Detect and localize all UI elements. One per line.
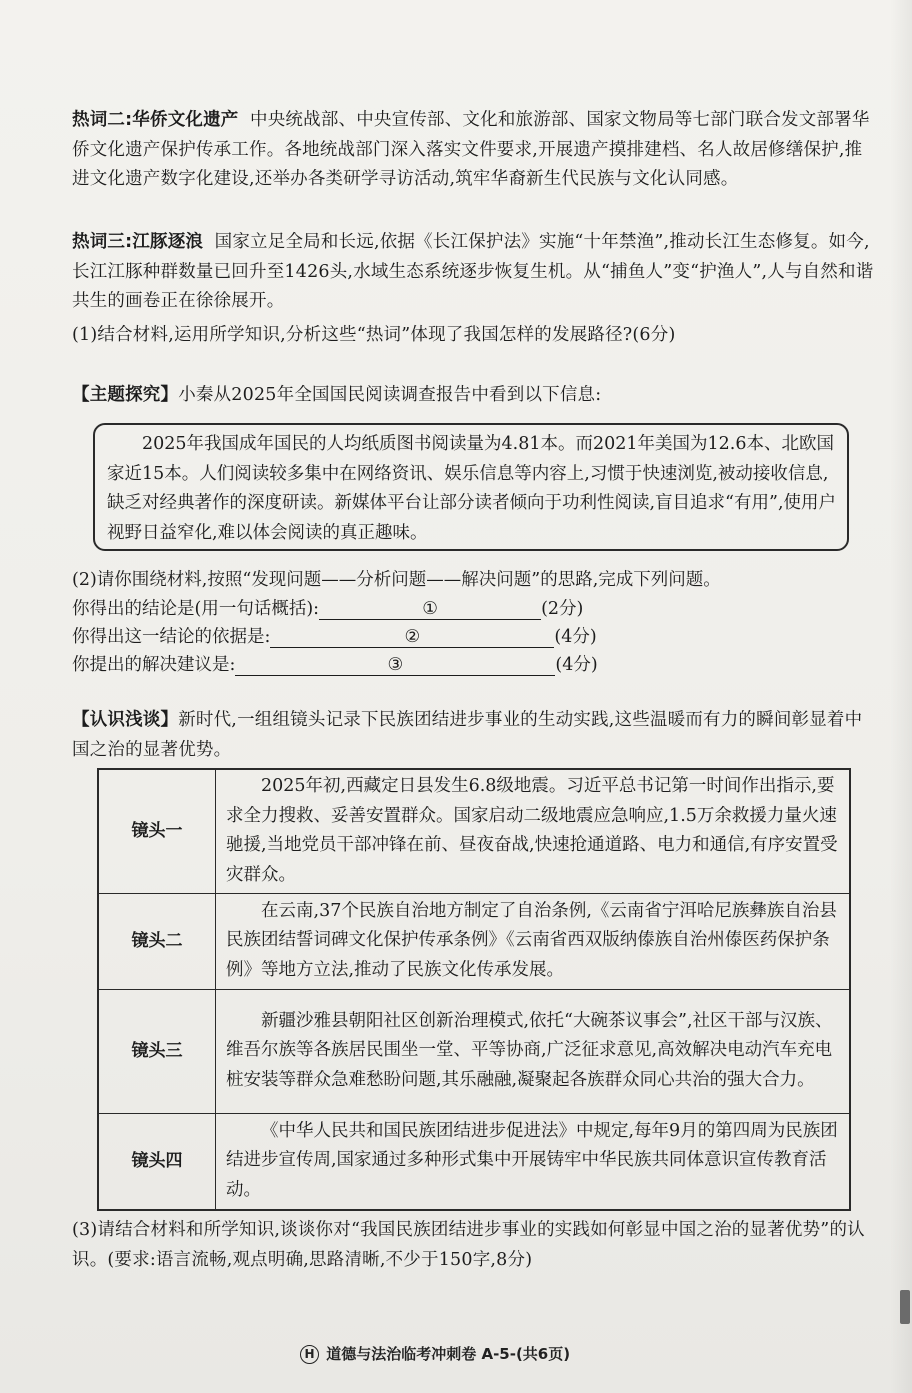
- theme-intro: 小秦从2025年全国国民阅读调查报告中看到以下信息:: [178, 385, 602, 405]
- understanding-intro: 新时代,一组组镜头记录下民族团结进步事业的生动实践,这些温暖而有力的瞬间彰显着中国之治的显著优势。: [72, 710, 863, 760]
- hotword2-paragraph: [72, 106, 878, 195]
- page-edge-shadow: [890, 0, 912, 1393]
- fill-points: (4分): [554, 627, 597, 647]
- hotword2-text: 中央统战部、中央宣传部、文化和旅游部、国家文物局等七部门联合发文部署华侨文化遗产保护传承工作。各地统战部门深入落实文件要求,开展遗产摸排建档、名人故居修缮保护,推进文化遗产数字化建设,还举办各类研学寻访活动,筑牢华裔新生代民族与文化认同感。: [72, 110, 870, 189]
- blank-mark: ①: [422, 599, 438, 619]
- blank-mark: ②: [404, 627, 421, 647]
- page-footer: [300, 1343, 570, 1364]
- shot-text: 2025年初,西藏定日县发生6.8级地震。习近平总书记第一时间作出指示,要求全力搜救、妥善安置群众。国家启动二级地震应急响应,1.5万余救援力量火速驰援,当地党员干部冲锋在前、昼夜奋战,快速抢通道路、电力和通信,有序安置受灾群众。: [216, 769, 851, 894]
- answer-blank-2[interactable]: [270, 625, 554, 648]
- shot-label: 镜头三: [98, 990, 216, 1114]
- shot-text: 新疆沙雅县朝阳社区创新治理模式,依托“大碗茶议事会”,社区干部与汉族、维吾尔族等各族居民围坐一堂、平等协商,广泛征求意见,高效解决电动汽车充电桩安装等群众急难愁盼问题,其乐融融,凝聚起各族群众同心共治的强大合力。: [216, 990, 851, 1114]
- footer-text: 道德与法治临考冲刺卷 A-5-(共6页): [326, 1345, 571, 1363]
- shot-text: 在云南,37个民族自治地方制定了自治条例,《云南省宁洱哈尼族彝族自治县民族团结誓词碑文化保护传承条例》《云南省西双版纳傣族自治州傣医药保护条例》等地方立法,推动了民族文化传承发展。: [216, 894, 851, 990]
- shot-label: 镜头二: [98, 894, 216, 990]
- shot-label: 镜头四: [98, 1114, 216, 1211]
- hotword3-paragraph: [72, 228, 878, 317]
- hotword3-keyword: 热词三:江豚逐浪: [72, 232, 204, 252]
- table-row: [98, 894, 850, 990]
- understanding-paragraph: [72, 706, 878, 765]
- question-1: (1)结合材料,运用所学知识,分析这些“热词”体现了我国怎样的发展路径?(6分): [72, 325, 676, 345]
- shots-table: [97, 768, 851, 1211]
- fill-points: (4分): [555, 655, 598, 675]
- fill-prompt: 你得出这一结论的依据是:: [72, 627, 271, 647]
- fill-points: (2分): [541, 599, 584, 619]
- fill-row-conclusion: [72, 595, 583, 624]
- shot-label: 镜头一: [98, 769, 216, 894]
- answer-blank-1[interactable]: [319, 597, 541, 620]
- reading-survey-text: 2025年我国成年国民的人均纸质图书阅读量为4.81本。而2021年美国为12.6本、北欧国家近15本。人们阅读较多集中在网络资讯、娱乐信息等内容上,习惯于快速浏览,被动接收信息,缺乏对经典著作的深度研读。新媒体平台让部分读者倾向于功利性阅读,盲目追求“有用”,使用户视野日益窄化,难以体会阅读的真正趣味。: [107, 434, 837, 543]
- blank-mark: ③: [387, 655, 404, 675]
- hotword3-text: 国家立足全局和长远,依据《长江保护法》实施“十年禁渔”,推动长江生态修复。如今,长江江豚种群数量已回升至1426头,水域生态系统逐步恢复生机。从“捕鱼人”变“护渔人”,人与自然和谐共生的画卷正在徐徐展开。: [72, 232, 874, 311]
- question-3: (3)请结合材料和所学知识,谈谈你对“我国民族团结进步事业的实践如何彰显中国之治的显著优势”的认识。(要求:语言流畅,观点明确,思路清晰,不少于150字,8分): [72, 1220, 865, 1270]
- hotword2-keyword: 热词二:华侨文化遗产: [72, 110, 239, 130]
- theme-intro-line: [72, 381, 878, 411]
- fill-prompt: 你提出的解决建议是:: [72, 655, 236, 675]
- answer-blank-3[interactable]: [235, 653, 555, 676]
- fill-row-suggestion: [72, 651, 598, 680]
- fill-row-basis: [72, 623, 597, 652]
- shot-text: 《中华人民共和国民族团结进步促进法》中规定,每年9月的第四周为民族团结进步宣传周,国家通过多种形式集中开展铸牢中华民族共同体意识宣传教育活动。: [216, 1114, 851, 1211]
- question-2: (2)请你围绕材料,按照“发现问题——分析问题——解决问题”的思路,完成下列问题。: [72, 570, 721, 590]
- h-badge-icon: H: [300, 1345, 319, 1364]
- table-row: [98, 990, 850, 1114]
- understanding-label: 【认识浅谈】: [72, 710, 179, 730]
- reading-survey-box: [93, 423, 849, 551]
- theme-label: 【主题探究】: [72, 385, 179, 405]
- table-row: [98, 1114, 850, 1211]
- fill-prompt: 你得出的结论是(用一句话概括):: [72, 599, 320, 619]
- scroll-handle[interactable]: [900, 1290, 910, 1324]
- table-row: [98, 769, 850, 894]
